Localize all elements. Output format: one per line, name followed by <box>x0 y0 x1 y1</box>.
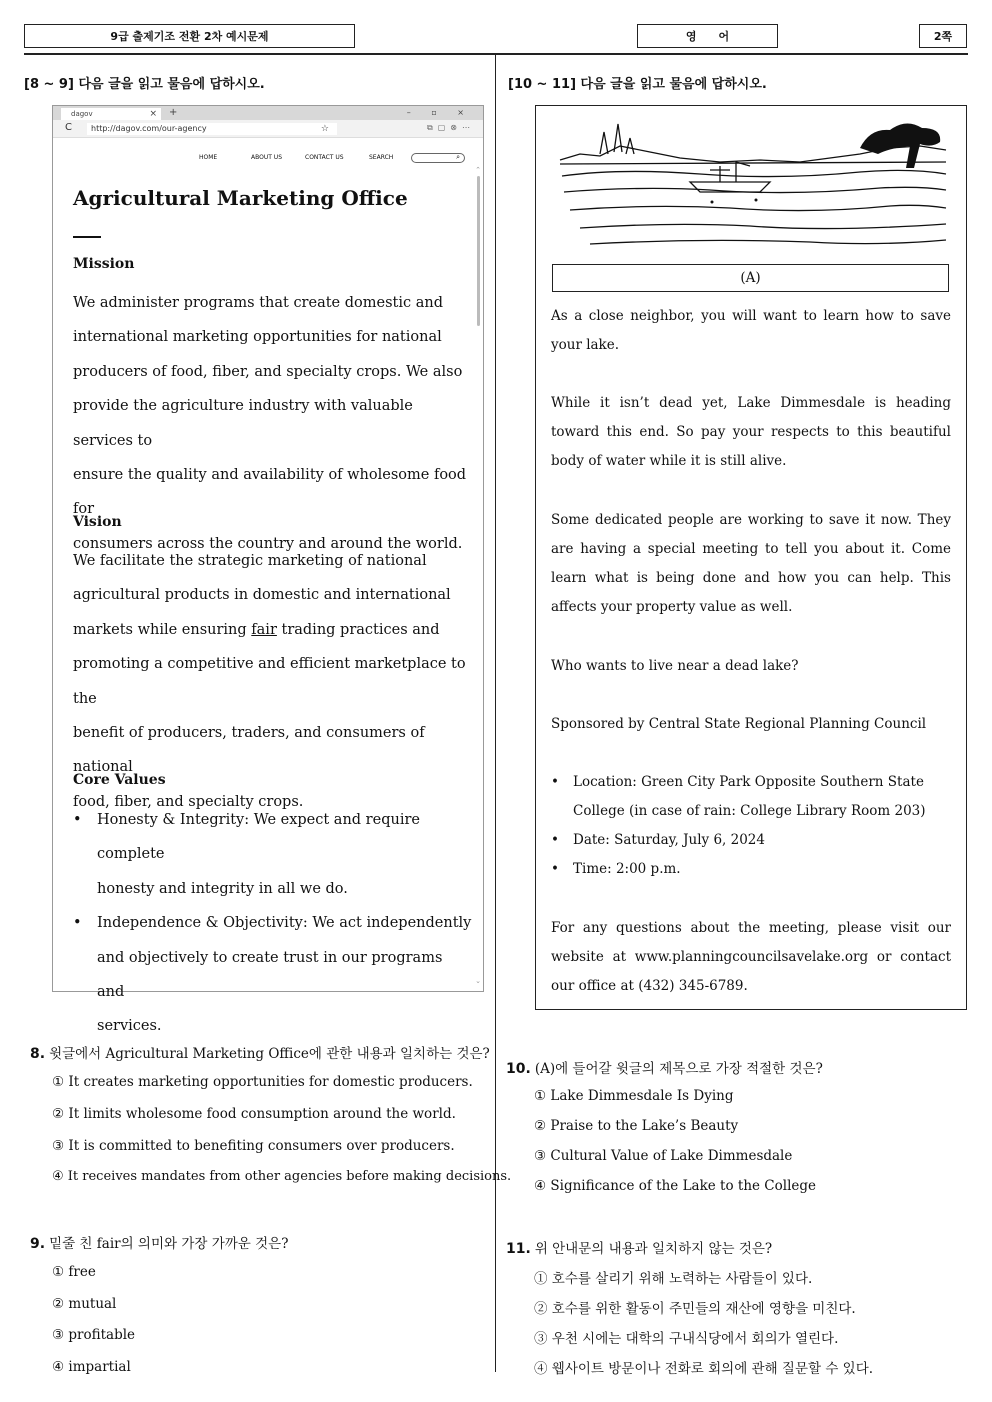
tab-title: dagov <box>71 110 93 118</box>
q10-option-4[interactable]: ④ Significance of the Lake to the College <box>534 1178 817 1194</box>
nav-contact[interactable]: CONTACT US <box>305 154 344 161</box>
vision-line-part: markets while ensuring <box>73 621 247 638</box>
q8-option-3[interactable]: ③ It is committed to benefiting consumers over producers. <box>52 1138 455 1154</box>
nav-about[interactable]: ABOUT US <box>251 154 283 161</box>
toolbar-icons[interactable]: ⧉▢⊗⋯ <box>427 123 475 132</box>
q8-option-4[interactable]: ④ It receives mandates from other agencies before making decisions. <box>52 1169 512 1184</box>
q10-option-2[interactable]: ② Praise to the Lake’s Beauty <box>534 1118 739 1134</box>
lake-illustration <box>560 118 946 250</box>
q10-text: (A)에 들어갈 윗글의 제목으로 가장 적절한 것은? <box>534 1061 823 1077</box>
star-icon[interactable]: ☆ <box>320 124 329 134</box>
subject-label: 영 어 <box>637 24 778 48</box>
notice-contact: For any questions about the meeting, please visit our website at www.planningcouncilsavelake.org or contact our office at (432) 345-6789. <box>551 920 951 994</box>
q10-number: 10. <box>506 1061 531 1077</box>
site-nav <box>199 154 409 161</box>
q9-option-1[interactable]: ① free <box>52 1264 96 1280</box>
site-title: Agricultural Marketing Office <box>73 186 408 210</box>
q9-stem <box>30 1232 288 1252</box>
q9-text: 밑줄 친 fair의 의미와 가장 가까운 것은? <box>49 1236 289 1252</box>
notice-date-text: Date: Saturday, July 6, 2024 <box>573 832 765 848</box>
search-input[interactable] <box>411 153 465 163</box>
vision-line <box>73 613 473 647</box>
vision-heading: Vision <box>73 514 122 530</box>
section-left-title: [8 ~ 9] 다음 글을 읽고 물음에 답하시오. <box>24 77 265 92</box>
notice-date: • Date: Saturday, July 6, 2024 <box>551 832 765 848</box>
q8-text: 윗글에서 Agricultural Marketing Office에 관한 내용과 일치하는 것은? <box>49 1046 490 1062</box>
notice-time-text: Time: 2:00 p.m. <box>573 861 681 877</box>
q9-option-2[interactable]: ② mutual <box>52 1296 117 1312</box>
notice-paragraph-1: As a close neighbor, you will want to learn how to save your lake. <box>551 308 951 353</box>
mission-line: provide the agriculture industry with valuable services to <box>73 398 413 449</box>
scrollbar[interactable] <box>477 176 480 326</box>
core-line: • Independence & Objectivity: We act independently <box>97 915 472 932</box>
scroll-up-icon[interactable]: ⌃ <box>475 166 481 174</box>
vision-line: agricultural products in domestic and international <box>73 587 451 604</box>
mission-line: consumers across the country and around the world. <box>73 535 463 552</box>
mission-line: international marketing opportunities for national <box>73 329 442 346</box>
q11-option-3[interactable]: ③ 우천 시에는 대학의 구내식당에서 회의가 열린다. <box>534 1331 839 1347</box>
header-rule <box>24 53 968 55</box>
notice-paragraph-3: Some dedicated people are working to save it now. They are having a special meeting to tell you about it. Come learn what is being done and how you can help. This affects your property value as well. <box>551 512 951 615</box>
q11-text: 위 안내문의 내용과 일치하지 않는 것은? <box>534 1241 773 1257</box>
browser-tab[interactable] <box>61 108 161 120</box>
q11-option-1[interactable]: ① 호수를 살리기 위해 노력하는 사람들이 있다. <box>534 1271 813 1287</box>
core-values-heading: Core Values <box>73 772 166 788</box>
q9-number: 9. <box>30 1236 46 1252</box>
core-values-list <box>73 803 473 1044</box>
section-right-title: [10 ~ 11] 다음 글을 읽고 물음에 답하시오. <box>508 77 767 92</box>
scroll-down-icon[interactable]: ⌄ <box>475 977 481 985</box>
nav-search[interactable]: SEARCH <box>369 154 394 161</box>
q9-option-4[interactable]: ④ impartial <box>52 1359 131 1375</box>
nav-home[interactable]: HOME <box>199 154 218 161</box>
q10-stem <box>506 1057 823 1077</box>
notice-paragraph-4: Who wants to live near a dead lake? <box>551 658 799 674</box>
exam-title: 9급 출제기조 전환 2차 예시문제 <box>24 24 355 48</box>
browser-window <box>52 105 484 1035</box>
core-line: • Honesty & Integrity: We expect and require complete <box>97 812 420 863</box>
window-controls[interactable]: – ▫ × <box>406 108 473 117</box>
q8-number: 8. <box>30 1046 46 1062</box>
notice-paragraph-2: While it isn’t dead yet, Lake Dimmesdale is heading toward this end. So pay your respects to this beautiful body of water while it is still alive. <box>551 395 951 469</box>
new-tab-icon[interactable]: + <box>169 107 178 118</box>
notice-location-text: Location: Green City Park Opposite Southern State College (in case of rain: College Library Room 203) <box>573 774 926 819</box>
q11-number: 11. <box>506 1241 531 1257</box>
q11-option-4[interactable]: ④ 웹사이트 방문이나 전화로 회의에 관해 질문할 수 있다. <box>534 1361 874 1377</box>
url-text: http://dagov.com/our-agency <box>91 124 207 133</box>
close-icon[interactable]: × <box>149 109 157 119</box>
notice-location: • Location: Green City Park Opposite Southern State College (in case of rain: College Library Room 203) <box>551 774 926 819</box>
notice-sponsor: Sponsored by Central State Regional Planning Council <box>551 716 927 732</box>
mission-line: producers of food, fiber, and specialty crops. We also <box>73 363 463 380</box>
list-item <box>73 803 473 906</box>
address-bar <box>53 120 483 138</box>
vision-line: food, fiber, and specialty crops. <box>73 793 304 810</box>
q8-option-2[interactable]: ② It limits wholesome food consumption around the world. <box>52 1106 456 1122</box>
q10-option-1[interactable]: ① Lake Dimmesdale Is Dying <box>534 1088 734 1104</box>
q10-option-3[interactable]: ③ Cultural Value of Lake Dimmesdale <box>534 1148 793 1164</box>
mission-line: ensure the quality and availability of wholesome food for <box>73 467 467 518</box>
mission-line: We administer programs that create domestic and <box>73 295 443 311</box>
search-icon: ⌕ <box>456 153 460 161</box>
url-field[interactable] <box>87 123 337 135</box>
vision-line: promoting a competitive and efficient marketplace to the <box>73 656 466 707</box>
q9-option-3[interactable]: ③ profitable <box>52 1327 136 1343</box>
q8-stem <box>30 1042 490 1062</box>
core-line: honesty and integrity in all we do. <box>97 880 348 897</box>
core-line: services. <box>97 1018 162 1035</box>
q11-stem <box>506 1237 772 1257</box>
core-line: and objectively to create trust in our programs and <box>97 949 443 1001</box>
title-dash <box>73 236 101 238</box>
vision-line: We facilitate the strategic marketing of national <box>73 553 427 569</box>
underlined-fair: fair <box>251 621 277 638</box>
vision-line: benefit of producers, traders, and consumers of national <box>73 725 425 776</box>
page-number: 2쪽 <box>919 24 967 48</box>
notice-title-placeholder: (A) <box>552 264 949 292</box>
q11-option-2[interactable]: ② 호수를 위한 활동이 주민들의 재산에 영향을 미친다. <box>534 1301 856 1317</box>
reload-icon[interactable]: C <box>65 122 72 133</box>
mission-heading: Mission <box>73 256 135 272</box>
vision-line-part: trading practices and <box>281 621 440 638</box>
list-item <box>73 906 473 1044</box>
tab-bar <box>53 106 483 120</box>
q8-option-1[interactable]: ① It creates marketing opportunities for domestic producers. <box>52 1074 473 1090</box>
notice-time: • Time: 2:00 p.m. <box>551 861 681 877</box>
